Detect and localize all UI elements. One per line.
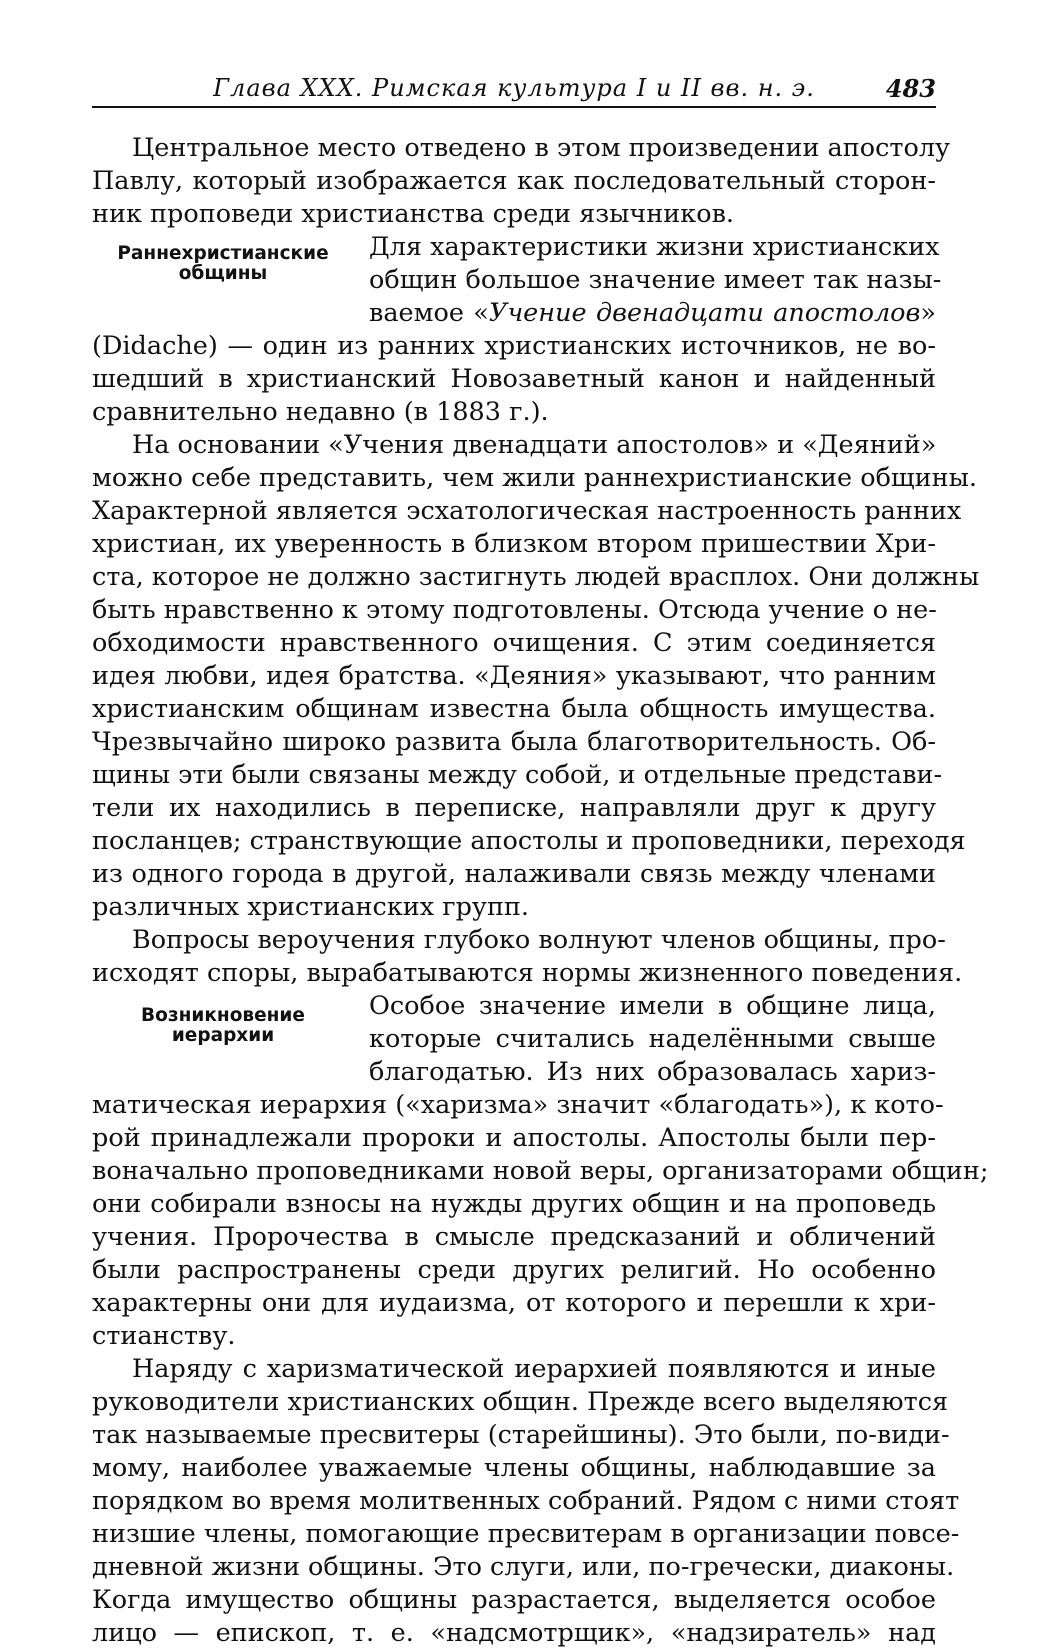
text-line: Когда имущество общины разрастается, выделяется особое: [92, 1585, 936, 1615]
text-fragment: ваемое «: [369, 298, 489, 328]
text-line: так называемые пресвитеры (старейшины). Это были, по-види-: [92, 1420, 950, 1450]
paragraph-with-sidenote: [92, 990, 989, 1353]
main-text: [92, 132, 989, 1650]
chapter-title: Глава XXX. Римская культура I и II вв. н. э.: [213, 74, 815, 102]
text-line: Павлу, который изображается как последовательный сторон-: [92, 166, 936, 196]
text-line: воначально проповедниками новой веры, организаторами общин;: [92, 1156, 989, 1186]
paragraph: [92, 924, 963, 990]
text-line: можно себе представить, чем жили раннехристианские общины.: [92, 463, 978, 493]
page-number: 483: [885, 74, 936, 103]
margin-heading: [92, 1006, 354, 1046]
text-line: ник проповеди христианства среди язычников.: [92, 199, 735, 229]
margin-heading-line: Возникновение: [141, 1005, 305, 1026]
text-line: из одного города в другой, налаживали связь между членами: [92, 859, 936, 889]
text-fragment: »: [920, 298, 936, 328]
text-line: [369, 297, 936, 330]
text-line: тели их находились в переписке, направляли друг к другу: [92, 793, 936, 823]
text-line: рой принадлежали пророки и апостолы. Апостолы были пер-: [92, 1123, 936, 1153]
paragraph-with-sidenote: [92, 231, 942, 429]
text-line: исходят споры, вырабатываются нормы жизненного поведения.: [92, 958, 963, 988]
text-line: низшие члены, помогающие пресвитерам в организации повсе-: [92, 1519, 960, 1549]
text-line: стианству.: [92, 1321, 236, 1351]
text-line: характерны они для иудаизма, от которого и перешли к хри-: [92, 1288, 936, 1318]
text-line: дневной жизни общины. Это слуги, или, по-гречески, диаконы.: [92, 1552, 955, 1582]
text-line: шедший в христианский Новозаветный канон и найденный: [92, 364, 936, 394]
text-line: Чрезвычайно широко развита была благотворительность. Об-: [92, 727, 936, 757]
text-line: общин большое значение имеет так назы-: [369, 265, 942, 295]
book-title-italic: Учение двенадцати апостолов: [488, 298, 921, 328]
text-line: Для характеристики жизни христианских: [369, 232, 940, 262]
text-line: благодатью. Из них образовалась хариз-: [369, 1057, 936, 1087]
text-line: щины эти были связаны между собой, и отдельные представи-: [92, 760, 943, 790]
margin-heading: [92, 244, 354, 284]
text-line: сравнительно недавно (в 1883 г.).: [92, 397, 549, 427]
text-line: порядком во время молитвенных собраний. Рядом с ними стоят: [92, 1486, 960, 1516]
text-line: руководители христианских общин. Прежде всего выделяются: [92, 1387, 949, 1417]
text-line: идея любви, идея братства. «Деяния» указывают, что ранним: [92, 661, 936, 691]
margin-heading-line: общины: [178, 263, 268, 284]
text-line: которые считались наделёнными свыше: [369, 1024, 936, 1054]
running-header: [92, 68, 936, 108]
paragraph: [92, 132, 951, 231]
paragraph: [92, 1353, 960, 1650]
text-line: различных христианских групп.: [92, 892, 530, 922]
text-line: учения. Пророчества в смысле предсказаний и обличений: [92, 1222, 936, 1252]
text-line: лицо — епископ, т. е. «надсмотрщик», «надзиратель» над: [92, 1618, 936, 1648]
text-line: На основании «Учения двенадцати апостолов» и «Деяний»: [132, 430, 937, 460]
text-line: быть нравственно к этому подготовлены. Отсюда учение о не-: [92, 595, 937, 625]
text-line: были распространены среди других религий. Но особенно: [92, 1255, 936, 1285]
text-line: (Didache) — один из ранних христианских источников, не во-: [92, 331, 936, 361]
text-line: ста, которое не должно застигнуть людей врасплох. Они должны: [92, 562, 980, 592]
text-line: обходимости нравственного очищения. С этим соединяется: [92, 628, 936, 658]
text-line: Вопросы вероучения глубоко волнуют членов общины, про-: [132, 925, 946, 955]
text-line: Особое значение имели в общине лица,: [369, 991, 936, 1021]
margin-heading-line: Раннехристианские: [117, 243, 329, 264]
text-line: христианским общинам известна была общность имущества.: [92, 694, 936, 724]
text-line: посланцев; странствующие апостолы и проповедники, переходя: [92, 826, 966, 856]
text-line: матическая иерархия («харизма» значит «благодать»), к кото-: [92, 1090, 944, 1120]
text-line: Центральное место отведено в этом произведении апостолу: [132, 133, 951, 163]
margin-heading-line: иерархии: [171, 1025, 275, 1046]
text-line: Характерной является эсхатологическая настроенность ранних: [92, 496, 962, 526]
paragraph: [92, 429, 980, 924]
text-line: мому, наиболее уважаемые члены общины, наблюдавшие за: [92, 1453, 936, 1483]
text-line: христиан, их уверенность в близком втором пришествии Хри-: [92, 529, 936, 559]
text-line: Наряду с харизматической иерархией появляются и иные: [132, 1354, 936, 1384]
text-line: они собирали взносы на нужды других общин и на проповедь: [92, 1189, 936, 1219]
